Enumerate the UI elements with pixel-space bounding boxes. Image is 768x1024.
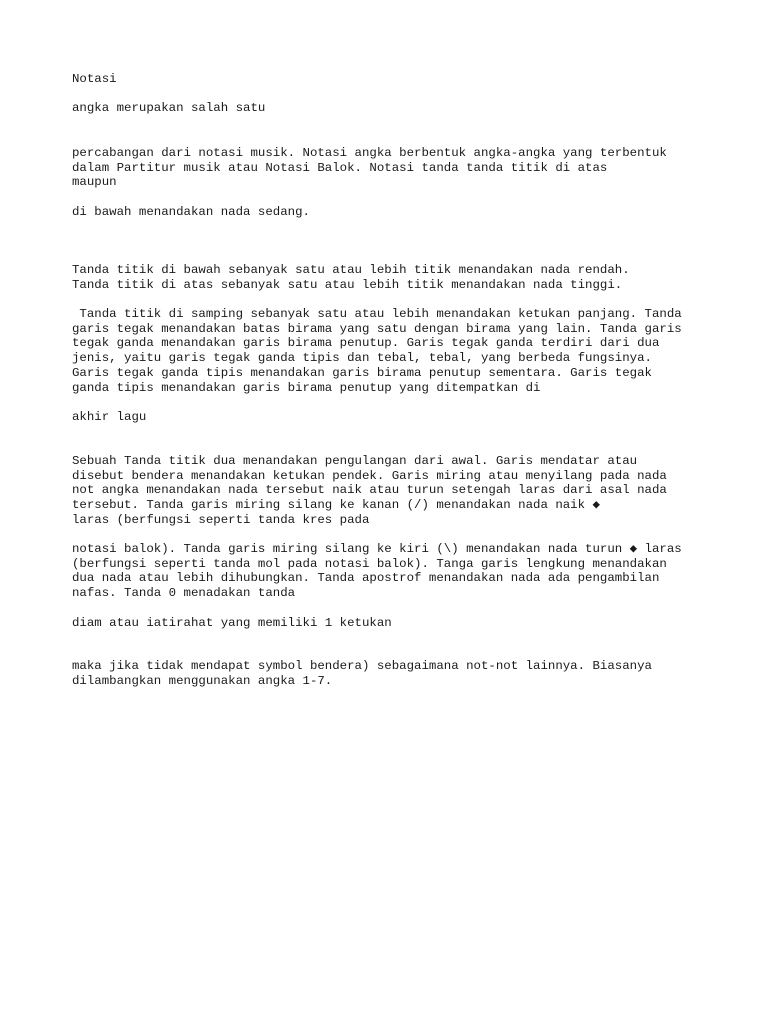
paragraph-notation-definition: percabangan dari notasi musik. Notasi angka berbentuk angka-angka yang terbentuk dalam Partitur musik atau Notasi Balok. Notasi tanda tanda titik di atas maupun: [72, 146, 667, 190]
paragraph-song-end: akhir lagu: [72, 410, 147, 424]
paragraph-repeat-and-flags: Sebuah Tanda titik dua menandakan pengulangan dari awal. Garis mendatar atau disebut bendera menandakan ketukan pendek. Garis miring atau menyilang pada nada not angka menandakan nada tersebut naik atau turun setengah laras dari asal nada tersebut. Tanda garis miring silang ke kanan (/) menandakan nada naik ◆ laras (berfungsi seperti tanda kres pada: [72, 454, 667, 527]
paragraph-bar-lines: Tanda titik di samping sebanyak satu atau lebih menandakan ketukan panjang. Tanda garis tegak menandakan batas birama yang satu dengan birama yang lain. Tanda garis tegak ganda menandakan garis birama penutup. Garis tegak ganda terdiri dari dua jenis, yaitu garis tegak ganda tipis dan tebal, tebal, yang berbeda fungsinya. Garis tegak ganda tipis menandakan garis birama penutup sementara. Garis tegak ganda tipis menandakan garis birama penutup yang ditempatkan di: [72, 307, 682, 395]
paragraph-title: Notasi: [72, 72, 117, 86]
paragraph-flat-and-breath: notasi balok). Tanda garis miring silang ke kiri (\) menandakan nada turun ◆ laras (berfungsi seperti tanda mol pada notasi balok). Tanga garis lengkung menandakan dua nada atau lebih dihubungkan. Tanda apostrof menandakan nada ada pengambilan nafas. Tanda 0 menadakan tanda: [72, 542, 682, 601]
paragraph-closing: maka jika tidak mendapat symbol bendera) sebagaimana not-not lainnya. Biasanya dilambangkan menggunakan angka 1-7.: [72, 659, 652, 688]
paragraph-medium-note: di bawah menandakan nada sedang.: [72, 205, 310, 219]
paragraph-intro: angka merupakan salah satu: [72, 101, 266, 115]
paragraph-low-high-notes: Tanda titik di bawah sebanyak satu atau lebih titik menandakan nada rendah. Tanda titik di atas sebanyak satu atau lebih titik menandakan nada tinggi.: [72, 263, 630, 292]
paragraph-rest: diam atau iatirahat yang memiliki 1 ketukan: [72, 616, 392, 630]
